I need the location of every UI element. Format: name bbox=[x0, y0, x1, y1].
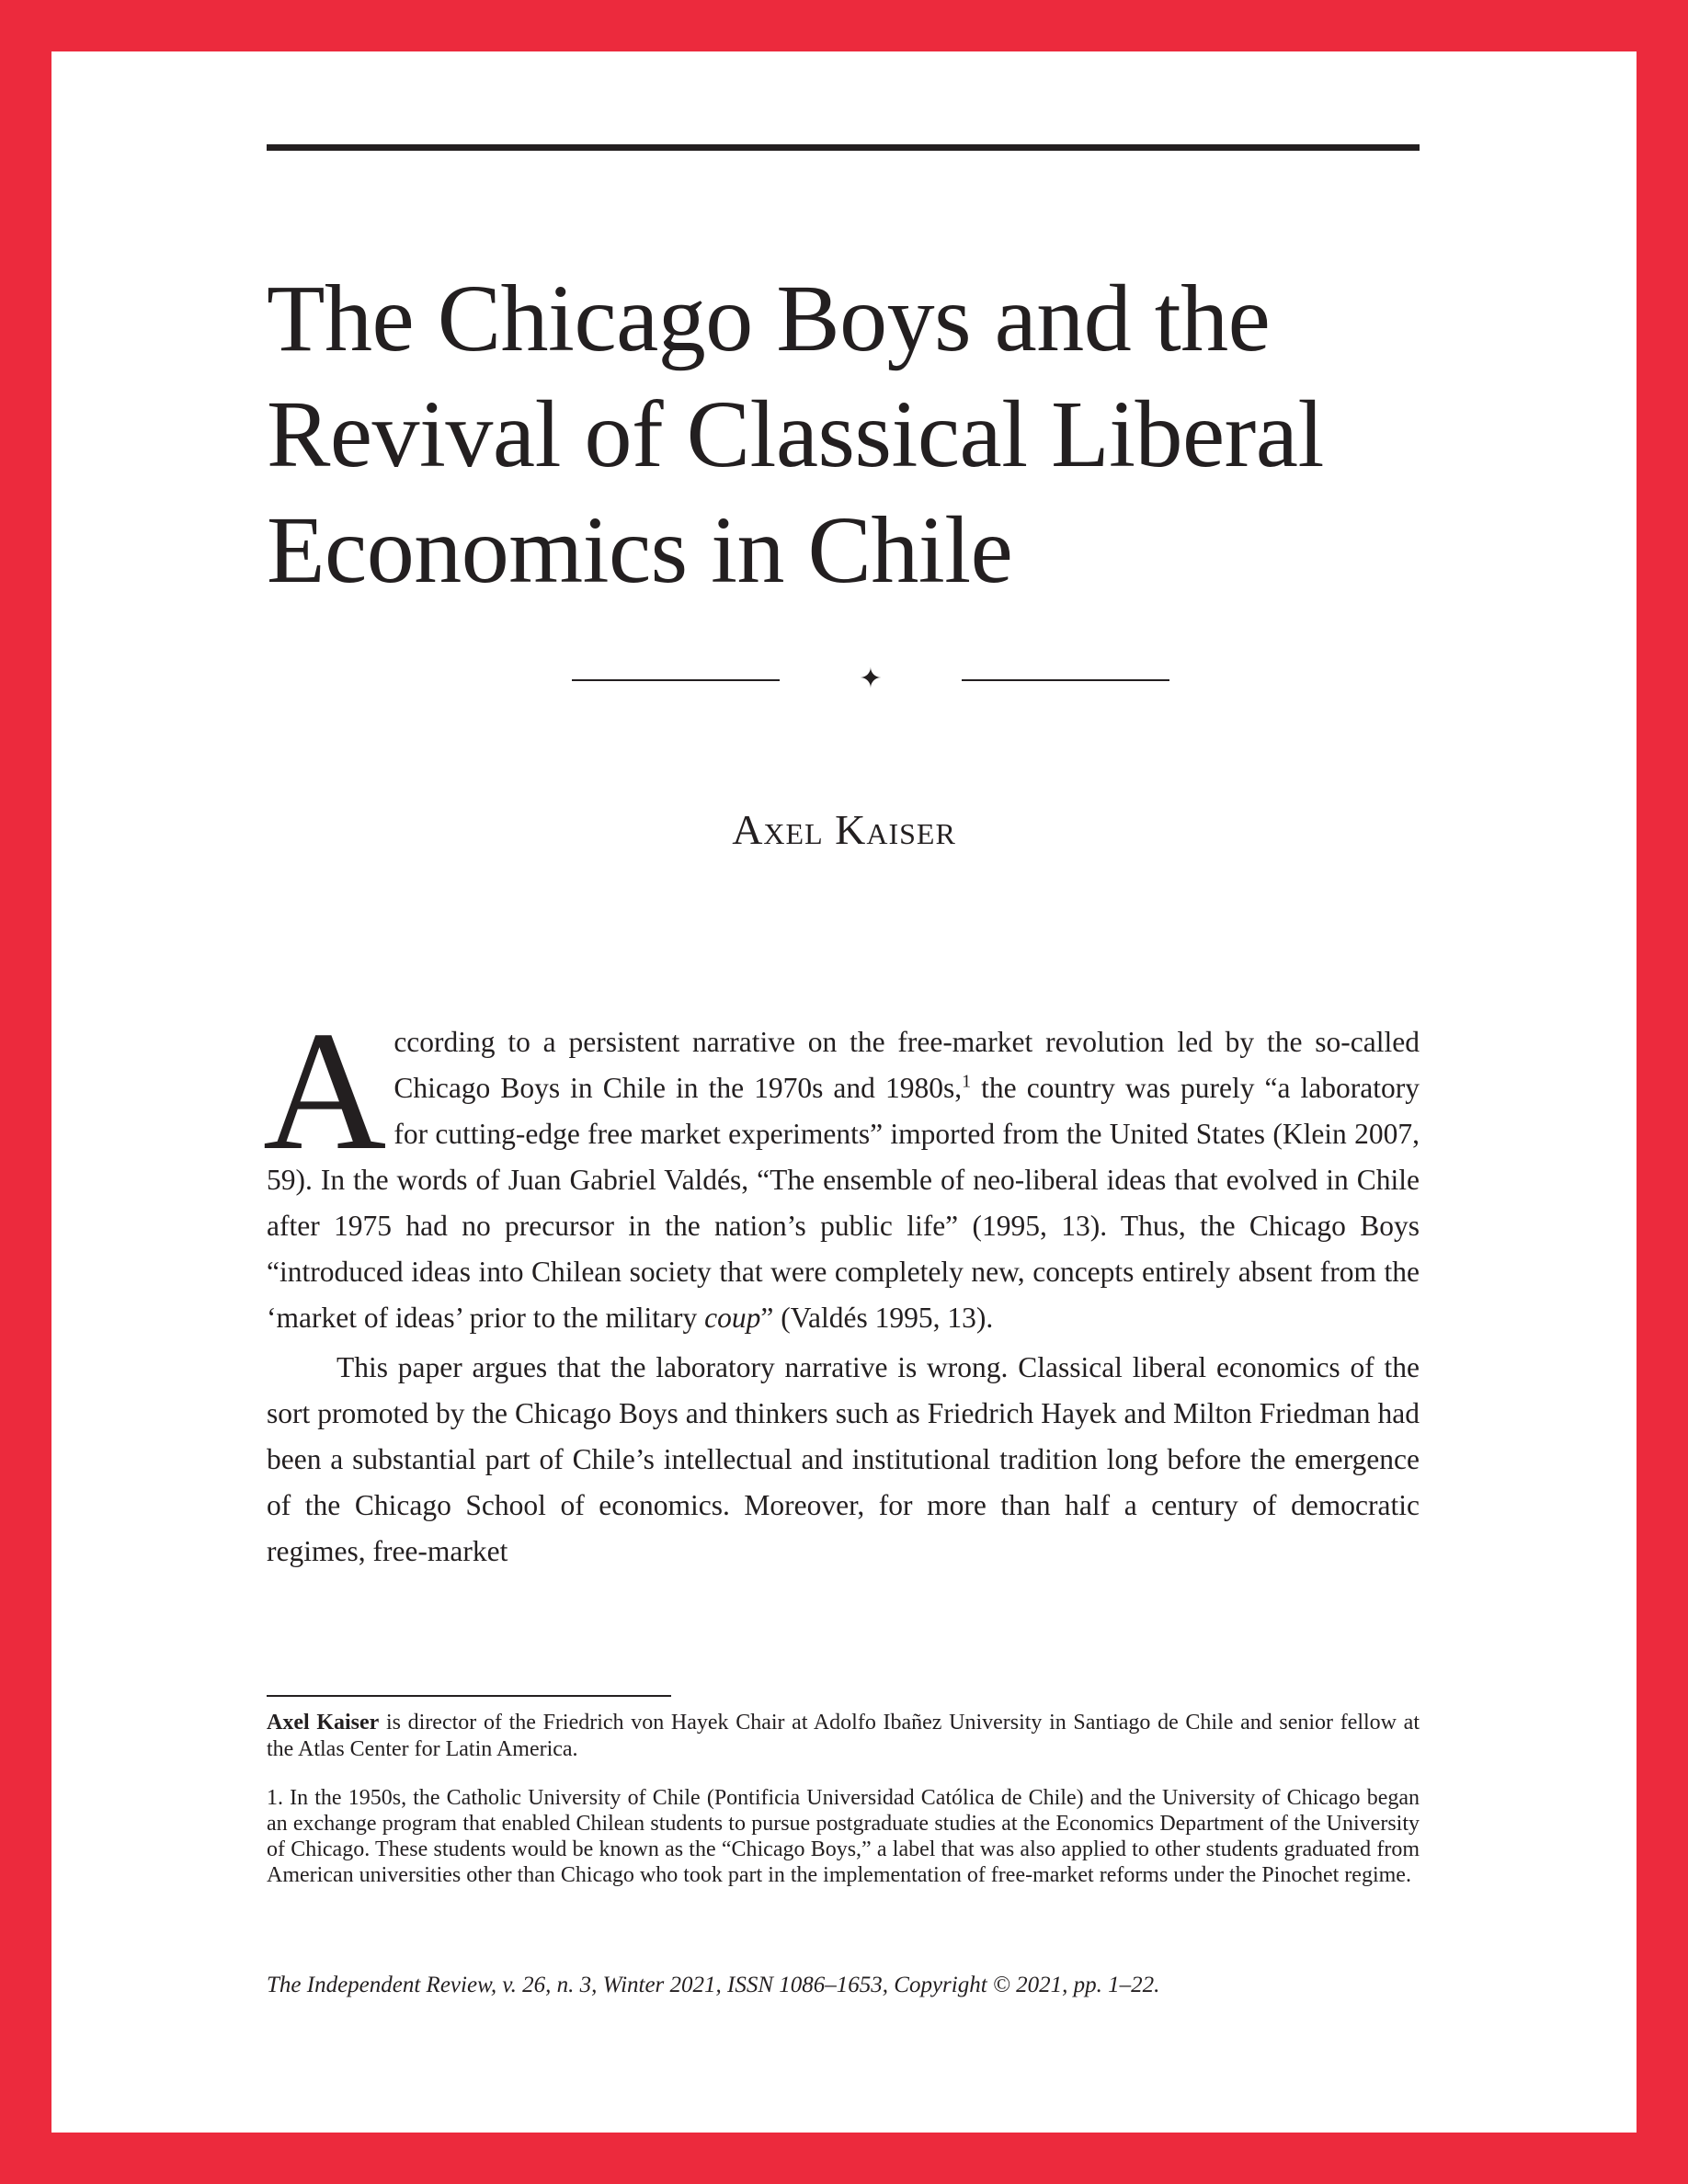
article-title bbox=[267, 261, 1462, 609]
bio-name: Axel Kaiser bbox=[267, 1711, 380, 1735]
paragraph-1-mid: the country was purely “a laboratory for cutting-edge free market experiments” imported from the United States (Klein 2007, 59). In the words of Juan Gabriel Valdés, “The ensemble of neo-liberal ideas that evolved in Chile after 1975 had no precursor in the nation’s public life” (1995, 13). Thus, the Chicago Boys “introduced ideas into Chilean society that were completely new, concepts entirely absent from the ‘market of ideas’ prior to the military bbox=[267, 1072, 1420, 1334]
author-bio bbox=[267, 1710, 1420, 1763]
footnote-1: 1. In the 1950s, the Catholic University of Chile (Pontificia Universidad Católica de Chile) and the University of Chicago began an exchange program that enabled Chilean students to pursue postgraduate studies at the Economics Department of the University of Chicago. These students would be known as the “Chicago Boys,” a label that was also applied to other students graduated from American universities other than Chicago who took part in the implementation of free-market reforms under the Pinochet regime. bbox=[267, 1786, 1420, 1887]
ornament-star-icon: ✦ bbox=[859, 664, 883, 694]
title-ornament bbox=[572, 661, 1169, 698]
title-line-2: Revival of Classical Liberal bbox=[267, 381, 1324, 487]
paragraph-1-italic: coup bbox=[704, 1302, 761, 1334]
paragraph-1-end: ” (Valdés 1995, 13). bbox=[760, 1302, 994, 1334]
title-line-3: Economics in Chile bbox=[267, 497, 1013, 603]
footnote-ref-1[interactable]: 1 bbox=[962, 1071, 972, 1092]
paragraph-1-start: ccording to a persistent narrative on the free-market revolution led by the so-called Chicago Boys in Chile in the 1970s and 1980s, bbox=[393, 1026, 1420, 1104]
top-rule bbox=[267, 144, 1420, 151]
journal-citation: The Independent Review, v. 26, n. 3, Winter 2021, ISSN 1086–1653, Copyright © 2021, pp. 1–22. bbox=[267, 1973, 1160, 1997]
ornament-left-line bbox=[572, 679, 780, 681]
page bbox=[51, 51, 1637, 2133]
author-name: Axel Kaiser bbox=[732, 806, 956, 853]
drop-cap: A bbox=[263, 996, 387, 1186]
paragraph-2: This paper argues that the laboratory narrative is wrong. Classical liberal economics of the sort promoted by the Chicago Boys and thinkers such as Friedrich Hayek and Milton Friedman had been a substantial part of Chile’s intellectual and institutional tradition long before the emergence of the Chicago School of economics. Moreover, for more than half a century of democratic regimes, free-market bbox=[267, 1351, 1420, 1567]
footnote-rule bbox=[267, 1695, 671, 1697]
bio-text: is director of the Friedrich von Hayek Chair at Adolfo Ibañez University in Santiago de Chile and senior fellow at the Atlas Center for Latin America. bbox=[267, 1711, 1420, 1761]
title-line-1: The Chicago Boys and the bbox=[267, 266, 1271, 371]
paragraph-1 bbox=[263, 996, 1420, 1341]
ornament-right-line bbox=[962, 679, 1169, 681]
body-text bbox=[263, 996, 1420, 1575]
